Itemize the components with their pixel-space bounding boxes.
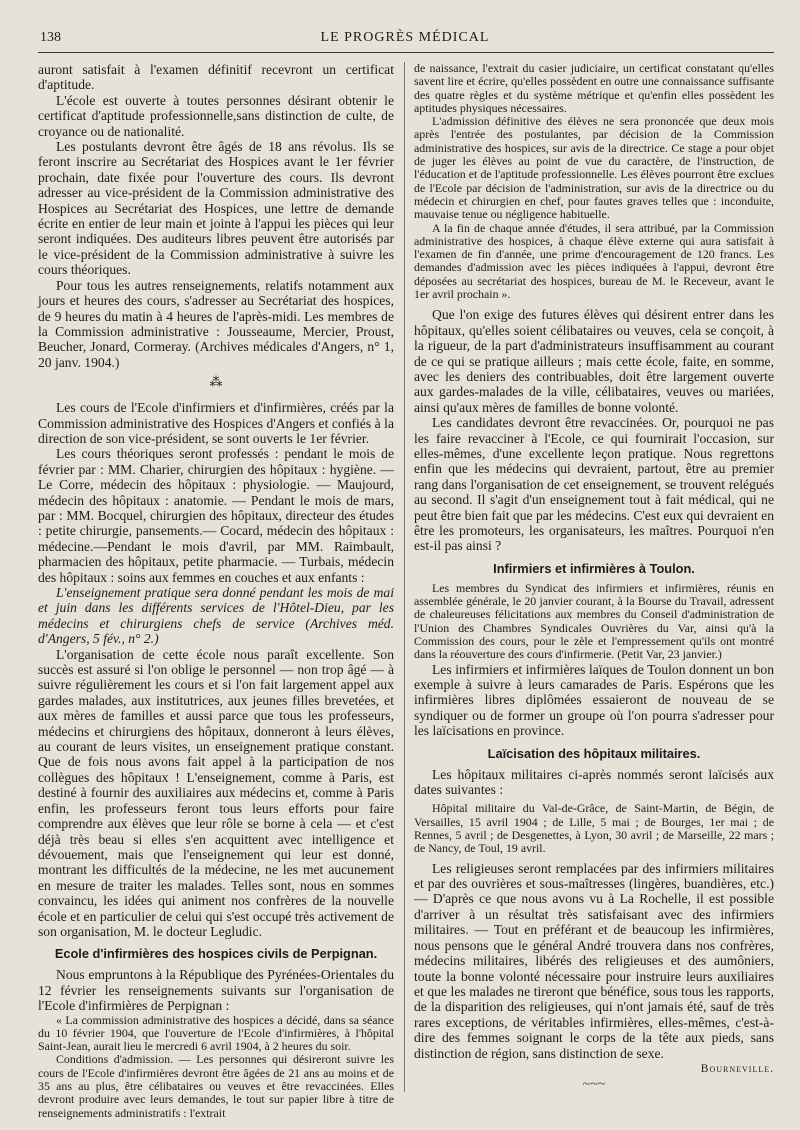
section-heading: Laïcisation des hôpitaux militaires. (487, 745, 701, 761)
paragraph: L'organisation de cette école nous paraît excellente. Son succès est assuré si l'on oblige le personnel — non trop âgé — à suivre régulièrement les cours et si l'on fait largement appel aux gardes malades, aux institutrices, aux jeunes filles brevetées, et aux mères de familles et aussi parce que tous les professeurs, médecins et chirurgiens des hôpitaux, donneront à leurs élèves, au courant de leurs visites, un enseignement pratique constant. Que de fois nous avons fait appel à la participation de nos collègues des hôpitaux ! L'enseignement, comme à Paris, est destiné à fournir des auxiliaires aux médecins et, comme à Paris enfin, les professeurs feront tous leurs efforts pour faire comprendre aux élèves que leur rôle se borne à cela — et c'est déjà très beau si elles s'en acquittent avec intelligence et dévouement, mais que l'enseignement qui leur est donné, montrant les difficultés de la médecine, ne les met aucunement en mesure de traiter les malades. Telles sont, nous en sommes convaincu, les idées qui animent nos confrères de la nouvelle école et en particulier de celui qui s'est occupé très activement de son organisation, M. le docteur Legludic. (38, 646, 394, 939)
right-column (414, 62, 774, 1112)
quoted-paragraph: de naissance, l'extrait du casier judiciaire, un certificat constatant qu'elles savent lire et écrire, qu'elles possèdent en outre une connaissance suffisante des quatre règles et du système métrique et qu'enfin elles possèdent les aptitudes physiques nécessaires. (414, 61, 774, 115)
quoted-paragraph: Les membres du Syndicat des infirmiers et infirmières, réunis en assemblée générale, le 20 janvier courant, à la Bourse du Travail, adressent de chaleureuses félicitations aux membres du Conseil d'administration de l'Union des Chambres Syndicales Ouvrières du Var, ainsi qu'à la Commission des cours, pour le zèle et l'empressement qu'ils ont montré dans la réouverture des cours d'infirmerie. (Petit Var, 23 janvier.) (414, 580, 774, 662)
paragraph: auront satisfait à l'examen définitif recevront un certificat d'aptitude. (38, 62, 394, 93)
header-rule (38, 52, 774, 53)
quoted-paragraph: Conditions d'admission. — Les personnes qui désireront suivre les cours de l'Ecole d'infirmières devront être âgées de 21 ans au moins et de 35 ans au plus, être célibataires ou veuves et être revaccinées. Elles devront produire avec leurs demandes, le tout sur papier libre à titre de renseignements administratifs : l'extrait (38, 1052, 394, 1120)
section-heading: Ecole d'infirmières des hospices civils de Perpignan. (54, 946, 378, 962)
paragraph: Les cours théoriques seront professés : pendant le mois de février par : MM. Charier, chirurgien des hôpitaux : hygiène. — Le Corre, médecin des hôpitaux : physiologie. — Maujourd, médecin des hôpitaux : anatomie. — Pendant le mois de mars, par : MM. Bocquel, chirurgien des hôpitaux, directeur des études : petite chirurgie, pansements.— Cocard, médecin des hôpitaux : médecine.—Pendant le mois d'avril, par MM. Raimbault, pharmacien des hôpitaux, petite pharmacie. — Turbais, médecin des hôpitaux : soins aux femmes en couches et aux enfants : (38, 446, 394, 585)
paragraph: L'enseignement pratique sera donné pendant les mois de mai et juin dans les différents services de l'Hôtel-Dieu, par les médecins et chirurgiens chefs de service (Archives méd. d'Angers, 5 fév., n° 2.) (38, 585, 394, 647)
section-heading: Infirmiers et infirmières à Toulon. (493, 560, 695, 576)
paragraph: Que l'on exige des futures élèves qui désirent entrer dans les hôpitaux, qu'elles soient célibataires ou veuves, cela se conçoit, à la rigueur, de la part d'administrateurs insuffisamment au courant de ce qui se pratique ailleurs ; mais cette école, faite, en somme, avec les deniers des contribuables, doit être largement ouverte aux gardes-malades de la ville, célibataires, veuves ou mariées, ainsi qu'aux mères de familles de bonne volonté. (414, 307, 774, 415)
end-flourish: ~~~ (582, 1076, 606, 1092)
page-header (40, 30, 770, 50)
paragraph: Pour tous les autres renseignements, relatifs notamment aux jours et heures des cours, s'adresser au Secrétariat des hospices, de 9 heures du matin à 4 heures de l'après-midi. Les membres de la Commission administrative : Jousseaume, Mercier, Proust, Beucher, Jonard, Cormeray. (Archives médicales d'Angers, n° 1, 20 janv. 1904.) (38, 277, 394, 370)
page-number: 138 (40, 30, 61, 45)
quoted-paragraph: A la fin de chaque année d'études, il sera attribué, par la Commission administrative des hospices, à chaque élève externe qui aura satisfait à l'examen de fin d'année, une prime d'encouragement de 120 francs. Les demandes d'admission avec les pièces indiquées à l'appui, devront être déposées au secrétariat des hospices, bureau de M. le Receveur, avant le 1er avril prochain ». (414, 220, 774, 302)
quoted-paragraph: Hôpital militaire du Val-de-Grâce, de Saint-Martin, de Bégin, de Versailles, 15 avril 1904 ; de Lille, 5 mai ; de Bourges, 1er mai ; de Rennes, 5 avril ; de Desgenettes, à Lyon, 30 avril ; de Marseille, 22 mars ; de Nancy, de Toul, 19 avril. (414, 801, 774, 856)
quoted-paragraph: L'admission définitive des élèves ne sera prononcée que deux mois après l'entrée des postulantes, par décision de la Commission administrative des hospices, sur avis de la directrice. Ce stage a pour objet de juger les élèves au point de vue du caractère, de l'instruction, de l'éducation et de l'aptitude professionnelle. Les élèves pourront être exclues de l'Ecole par décision de l'administration, sur avis de la directrice ou du médecin et chirurgien en chef, pour fautes graves telles que : inconduite, mauvaise tenue ou négligence habituelle. (414, 114, 774, 222)
paragraph: Les postulants devront être âgés de 18 ans révolus. Ils se feront inscrire au Secrétariat des Hospices avant le 1er février prochain, date fixée pour l'ouverture des cours. Ils devront adresser au vice-président de la Commission administrative des Hospices au Secrétariat des Hospices, une lettre de demande écrite en entier de leur main et jointe à l'appui les pièces qui leur seront indiquées. Des auditeurs libres peuvent être autorisés par le vice-président de la Commission administrative à suivre les cours théoriques. (38, 139, 394, 278)
paragraph: Les religieuses seront remplacées par des infirmiers militaires et par des ouvrières et sous-maîtresses (lingères, buandières, etc.) — D'après ce que nous avons vu à La Rochelle, il est possible d'arriver à un résultat très satisfaisant avec des infirmiers militaires. — Tout en préférant et de beaucoup les infirmières, nous pensons que le général André trouvera dans nos confrères, médecins militaires, libérés des religieuses et des aumôniers, toute la bonne volonté nécessaire pour instruire leurs auxiliaires et que les malades ne tireront que bénéfice, sous tous les rapports, de la disparition des religieuses, qui n'ont jamais été, sauf de très rares exceptions, de véritables infirmières, elles-mêmes, c'est-à-dire des femmes soignant le corps de la tête aux pieds, sans distinction de région, sans distinction de sexe. (414, 860, 774, 1061)
column-divider (404, 62, 405, 1092)
paragraph: Nous empruntons à la République des Pyrénées-Orientales du 12 février les renseignements suivants sur l'organisation de l'Ecole d'infirmières de Perpignan : (38, 967, 394, 1014)
section-separator: ⁂ (209, 374, 223, 390)
running-title: LE PROGRÈS MÉDICAL (320, 30, 490, 45)
quoted-paragraph: « La commission administrative des hospices a décidé, dans sa séance du 10 février 1904, que l'ouverture de l'Ecole d'infirmières, à l'hôpital Saint-Jean, aurait lieu le mercredi 6 avril 1904, à 2 heures du soir. (38, 1012, 394, 1054)
author-signature: Bourneville. (700, 1062, 774, 1075)
paragraph: Les infirmiers et infirmières laïques de Toulon donnent un bon exemple à suivre à leurs camarades de Paris. Espérons que les infirmières libres diplômées essaieront de nouveau de se syndiquer ou de former un groupe où l'on pourra s'adresser pour les laïcisations en province. (414, 661, 774, 739)
paragraph: L'école est ouverte à toutes personnes désirant obtenir le certificat d'aptitude professionnelle,sans distinction de culte, de croyance ou de nationalité. (38, 92, 394, 139)
paragraph: Les cours de l'Ecole d'infirmiers et d'infirmières, créés par la Commission administrative des Hospices d'Angers et confiés à la direction de son vice-président, se sont ouverts le 1er février. (38, 400, 394, 446)
left-column (38, 62, 394, 1120)
paragraph: Les hôpitaux militaires ci-après nommés seront laïcisés aux dates suivantes : (414, 766, 774, 798)
paragraph: Les candidates devront être revaccinées. Or, pourquoi ne pas les faire revacciner à l'Ecole, ce qui fournirait l'occasion, sur elles-mêmes, d'une excellente leçon pratique. Nous regrettons enfin que les médecins qui devraient, partout, être au premier rang dans l'organisation de cet enseignement, se trouvent relégués au second. Il s'agit d'un enseignement tout à fait médical, qui ne peut être bien fait que par les médecins. C'est eux qui devraient en être les promoteurs, les organisateurs, les maîtres. Pourquoi n'en est-il pas ainsi ? (414, 415, 774, 554)
